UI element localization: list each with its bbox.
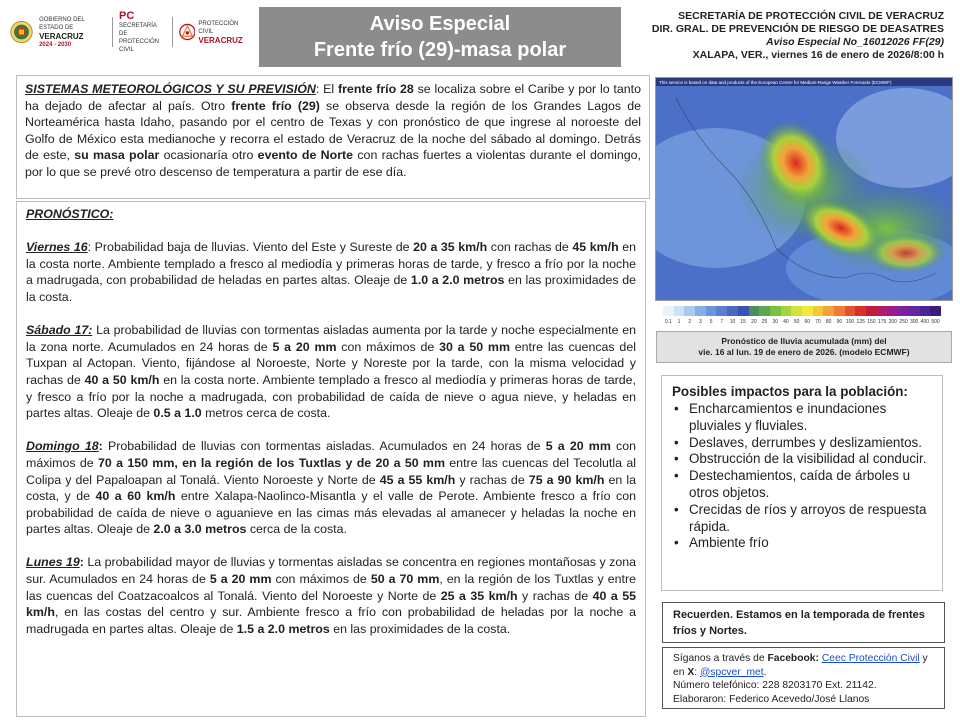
impact-item: • Destechamientos, caída de árboles u otros objetos. bbox=[672, 468, 932, 502]
scale-label: 300 bbox=[909, 319, 919, 325]
scale-label: 90 bbox=[836, 319, 843, 325]
agency-name: SECRETARÍA DE PROTECCIÓN CIVIL DE VERACRUZ bbox=[678, 10, 944, 22]
scale-swatch bbox=[802, 306, 813, 316]
logo-divider bbox=[172, 17, 173, 47]
facebook-link[interactable]: Ceec Protección Civil bbox=[821, 653, 920, 664]
scale-swatch bbox=[663, 306, 674, 316]
scale-label: 10 bbox=[729, 319, 736, 325]
authors-line: Elaboraron: Federico Acevedo/José Llanos bbox=[673, 693, 870, 705]
veracruz-seal-icon bbox=[10, 16, 33, 48]
gob-line1: GOBIERNO DEL ESTADO DE bbox=[39, 16, 85, 31]
map-caption-line1: Pronóstico de lluvia acumulada (mm) del bbox=[721, 336, 887, 346]
map-credit: This service is based on data and products of the European Centre for Medium-Range Weather Forecasts (ECMWF) bbox=[659, 80, 892, 85]
scale-swatch bbox=[855, 306, 866, 316]
scale-swatch bbox=[930, 306, 941, 316]
scale-swatch bbox=[791, 306, 802, 316]
gob-veracruz-logo bbox=[39, 16, 106, 49]
social-line: Síganos a través de Facebook: Ceec Protección Civil y en X: @spcver_met. bbox=[673, 653, 928, 678]
scale-swatch bbox=[920, 306, 931, 316]
title-line1: Aviso Especial bbox=[369, 13, 511, 35]
gob-line2: VERACRUZ bbox=[39, 31, 84, 41]
scale-swatch bbox=[866, 306, 877, 316]
forecast-saturday: Sábado 17: La probabilidad de lluvias con tormentas aisladas aumenta por la tarde y noche especialmente en la zona norte. Acumulados en 24 horas de 5 a 20 mm con máximos de 30 a 50 mm entre las cuencas del Tuxpan al Actopan. Viento, fijándose al Noroeste, Norte y Noreste por la tarde, con la misma velocidad y rachas de 40 a 50 km/h en la costa norte. Ambiente templado a fresco al mediodía y primeras horas de tarde, y fresco a frío por la noche a madrugada, con probabilidad de caída de nieve o agua nieve, y heladas en partes altas. Oleaje de 0.5 a 1.0 metros cerca de costa. bbox=[26, 323, 637, 421]
scale-label: 25 bbox=[761, 319, 768, 325]
day-label: Lunes 19 bbox=[26, 555, 80, 570]
scale-swatch bbox=[845, 306, 856, 316]
scale-label: 20 bbox=[751, 319, 757, 325]
day-label: Viernes 16 bbox=[26, 240, 88, 255]
scale-label: 30 bbox=[772, 319, 778, 325]
impacts-title: Posibles impactos para la población: bbox=[672, 384, 908, 399]
impact-item: • Deslaves, derrumbes y deslizamientos. bbox=[672, 435, 932, 452]
map-caption-line2: vie. 16 al lun. 19 de enero de 2026. (modelo ECMWF) bbox=[698, 347, 910, 357]
day-label: Sábado 17: bbox=[26, 323, 93, 338]
scale-swatch bbox=[909, 306, 920, 316]
scale-swatch bbox=[695, 306, 706, 316]
scale-swatch bbox=[813, 306, 824, 316]
scale-swatch bbox=[727, 306, 738, 316]
day-label: Domingo 18 bbox=[26, 439, 99, 454]
scale-label: 60 bbox=[804, 319, 811, 325]
scale-label: 175 bbox=[877, 319, 887, 325]
scale-label: 500 bbox=[931, 319, 940, 325]
scale-label: 2 bbox=[688, 319, 692, 325]
forecast-friday: Viernes 16: Probabilidad baja de lluvias. Viento del Este y Sureste de 20 a 35 km/h con rachas de 45 km/h en la costa norte. Ambiente templado a fresco al mediodía y primeras horas de tarde, y fresco a frío por la noche a madrugada, con probabilidad de heladas en partes altas. Oleaje de 1.0 a 2.0 metros en las proximidades de la costa. bbox=[26, 240, 636, 304]
pc-mark: PC bbox=[118, 9, 135, 22]
title-line2: Frente frío (29)-masa polar bbox=[313, 39, 567, 61]
systems-heading: SISTEMAS METEOROLÓGICOS Y SU PREVISIÓN bbox=[25, 82, 316, 96]
scale-label: 1 bbox=[677, 319, 681, 325]
impact-item: • Ambiente frío bbox=[672, 535, 932, 552]
impacts-box bbox=[661, 375, 943, 591]
scale-label: 70 bbox=[815, 319, 821, 325]
pc-logo bbox=[119, 11, 166, 54]
rainfall-scale-labels bbox=[663, 319, 941, 325]
rainfall-forecast-map bbox=[655, 77, 953, 301]
forecast-heading: PRONÓSTICO: bbox=[26, 207, 114, 221]
pc-line2: PROTECCIÓN CIVIL bbox=[118, 38, 159, 53]
rainfall-map-image bbox=[656, 78, 953, 301]
gob-line3: 2024 - 2030 bbox=[39, 41, 72, 48]
scale-swatch bbox=[887, 306, 898, 316]
scale-label: 100 bbox=[845, 319, 855, 325]
scale-swatch bbox=[706, 306, 717, 316]
scale-label: 125 bbox=[856, 319, 865, 325]
scale-label: 250 bbox=[899, 319, 908, 325]
scale-label: 80 bbox=[825, 319, 832, 325]
scale-label: 7 bbox=[720, 319, 724, 325]
forecast-section bbox=[16, 201, 646, 717]
scale-label: 40 bbox=[783, 319, 789, 325]
scale-swatch bbox=[674, 306, 685, 316]
notice-number: Aviso Especial No_16012026 FF(29) bbox=[765, 36, 944, 48]
ver-line2: VERACRUZ bbox=[198, 35, 243, 45]
scale-label: 150 bbox=[867, 319, 876, 325]
scale-swatch bbox=[834, 306, 845, 316]
pc-veracruz-logo bbox=[179, 20, 246, 45]
scale-label: 5 bbox=[709, 319, 713, 325]
forecast-monday: Lunes 19: La probabilidad mayor de lluvias y tormentas aisladas se concentra en regiones montañosas y zona sur. Acumulados en 24 horas de 5 a 20 mm con máximos de 50 a 70 mm, en la región de los Tuxtlas y entre las cuencas del Coatzacoalcos al Tonalá. Viento del Noroeste y Norte de 25 a 35 km/h y rachas de 40 a 55 km/h, en las costas del centro y sur. Ambiente fresco a frío con probabilidad de heladas por la noche a madrugada en partes altas. Oleaje de 1.5 a 2.0 metros en las proximidades de la costa. bbox=[26, 555, 637, 636]
scale-label: 50 bbox=[793, 319, 800, 325]
scale-swatch bbox=[770, 306, 781, 316]
scale-swatch bbox=[823, 306, 834, 316]
civil-protection-emblem-icon bbox=[179, 22, 196, 42]
agency-header bbox=[624, 10, 944, 62]
scale-label: 3 bbox=[699, 319, 702, 325]
scale-swatch bbox=[716, 306, 727, 316]
impact-item: • Encharcamientos e inundaciones pluviales y fluviales. bbox=[672, 401, 932, 435]
scale-swatch bbox=[749, 306, 760, 316]
facebook-label: Facebook: bbox=[767, 653, 819, 664]
logo-strip bbox=[10, 9, 246, 53]
rainfall-color-scale bbox=[663, 306, 941, 318]
impact-item: • Obstrucción de la visibilidad al conducir. bbox=[672, 451, 932, 468]
season-reminder: Recuerden. Estamos en la temporada de frentes fríos y Nortes. bbox=[662, 602, 945, 643]
scale-label: 0.1 bbox=[664, 319, 672, 325]
scale-swatch bbox=[781, 306, 792, 316]
title-banner bbox=[259, 7, 621, 67]
map-caption bbox=[656, 331, 952, 363]
logo-divider bbox=[112, 17, 113, 47]
scale-label: 400 bbox=[920, 319, 930, 325]
scale-swatch bbox=[759, 306, 770, 316]
x-label: X bbox=[687, 666, 695, 678]
x-link[interactable]: @spcver_met bbox=[699, 666, 764, 678]
pc-line1: SECRETARÍA DE bbox=[118, 22, 157, 37]
contact-box bbox=[662, 647, 945, 709]
scale-label: 15 bbox=[740, 319, 746, 325]
scale-swatch bbox=[877, 306, 888, 316]
impacts-list bbox=[672, 401, 932, 552]
ver-line1: PROTECCIÓN CIVIL bbox=[198, 20, 239, 35]
impact-item: • Crecidas de ríos y arroyos de respuesta rápida. bbox=[672, 502, 932, 536]
phone-line: Número telefónico: 228 8203170 Ext. 21142. bbox=[673, 680, 877, 691]
scale-label: 200 bbox=[888, 319, 897, 325]
meteorological-systems-section: SISTEMAS METEOROLÓGICOS Y SU PREVISIÓN: El frente frío 28 se localiza sobre el Caribe y por lo tanto ha dejado de afectar al país. Otro frente frío (29) se observa desde la región de los Grandes Lagos de Norteamérica hasta Idaho, pasando por el centro de Texas y con pronóstico de que ingrese al noroeste del Golfo de México esta medianoche y recorra el estado de Veracruz de la noche del sábado al domingo. Detrás de este, su masa polar ocasionaría otro evento de Norte con rachas fuertes a violentas durante el domingo, por lo que se prevé otro descenso de temperatura a partir de ese día. bbox=[16, 75, 650, 199]
directorate-name: DIR. GRAL. DE PREVENCIÓN DE RIESGO DE DEASATRES bbox=[651, 23, 944, 35]
scale-swatch bbox=[684, 306, 695, 316]
notice-date: XALAPA, VER., viernes 16 de enero de 2026/8:00 h bbox=[692, 49, 944, 61]
scale-swatch bbox=[898, 306, 909, 316]
forecast-sunday: Domingo 18: Probabilidad de lluvias con tormentas aisladas. Acumulados en 24 horas de 5 a 20 mm con máximos de 70 a 150 mm, en la región de los Tuxtlas y de 20 a 50 mm entre las cuencas del Tecolutla al Colipa y del Papaloapan al Tonalá. Viento Noroeste y Norte de 45 a 55 km/h y rachas de 75 a 90 km/h en la costa, y de 40 a 60 km/h entre Xalapa-Naolinco-Misantla y el valle de Perote. Ambiente fresco a frío con probabilidad de caída de nieve o aguanieve en las cimas más elevadas al amanecer y heladas la noche en partes altas. Oleaje de 2.0 a 3.0 metros cerca de la costa. bbox=[26, 439, 637, 537]
scale-swatch bbox=[738, 306, 749, 316]
